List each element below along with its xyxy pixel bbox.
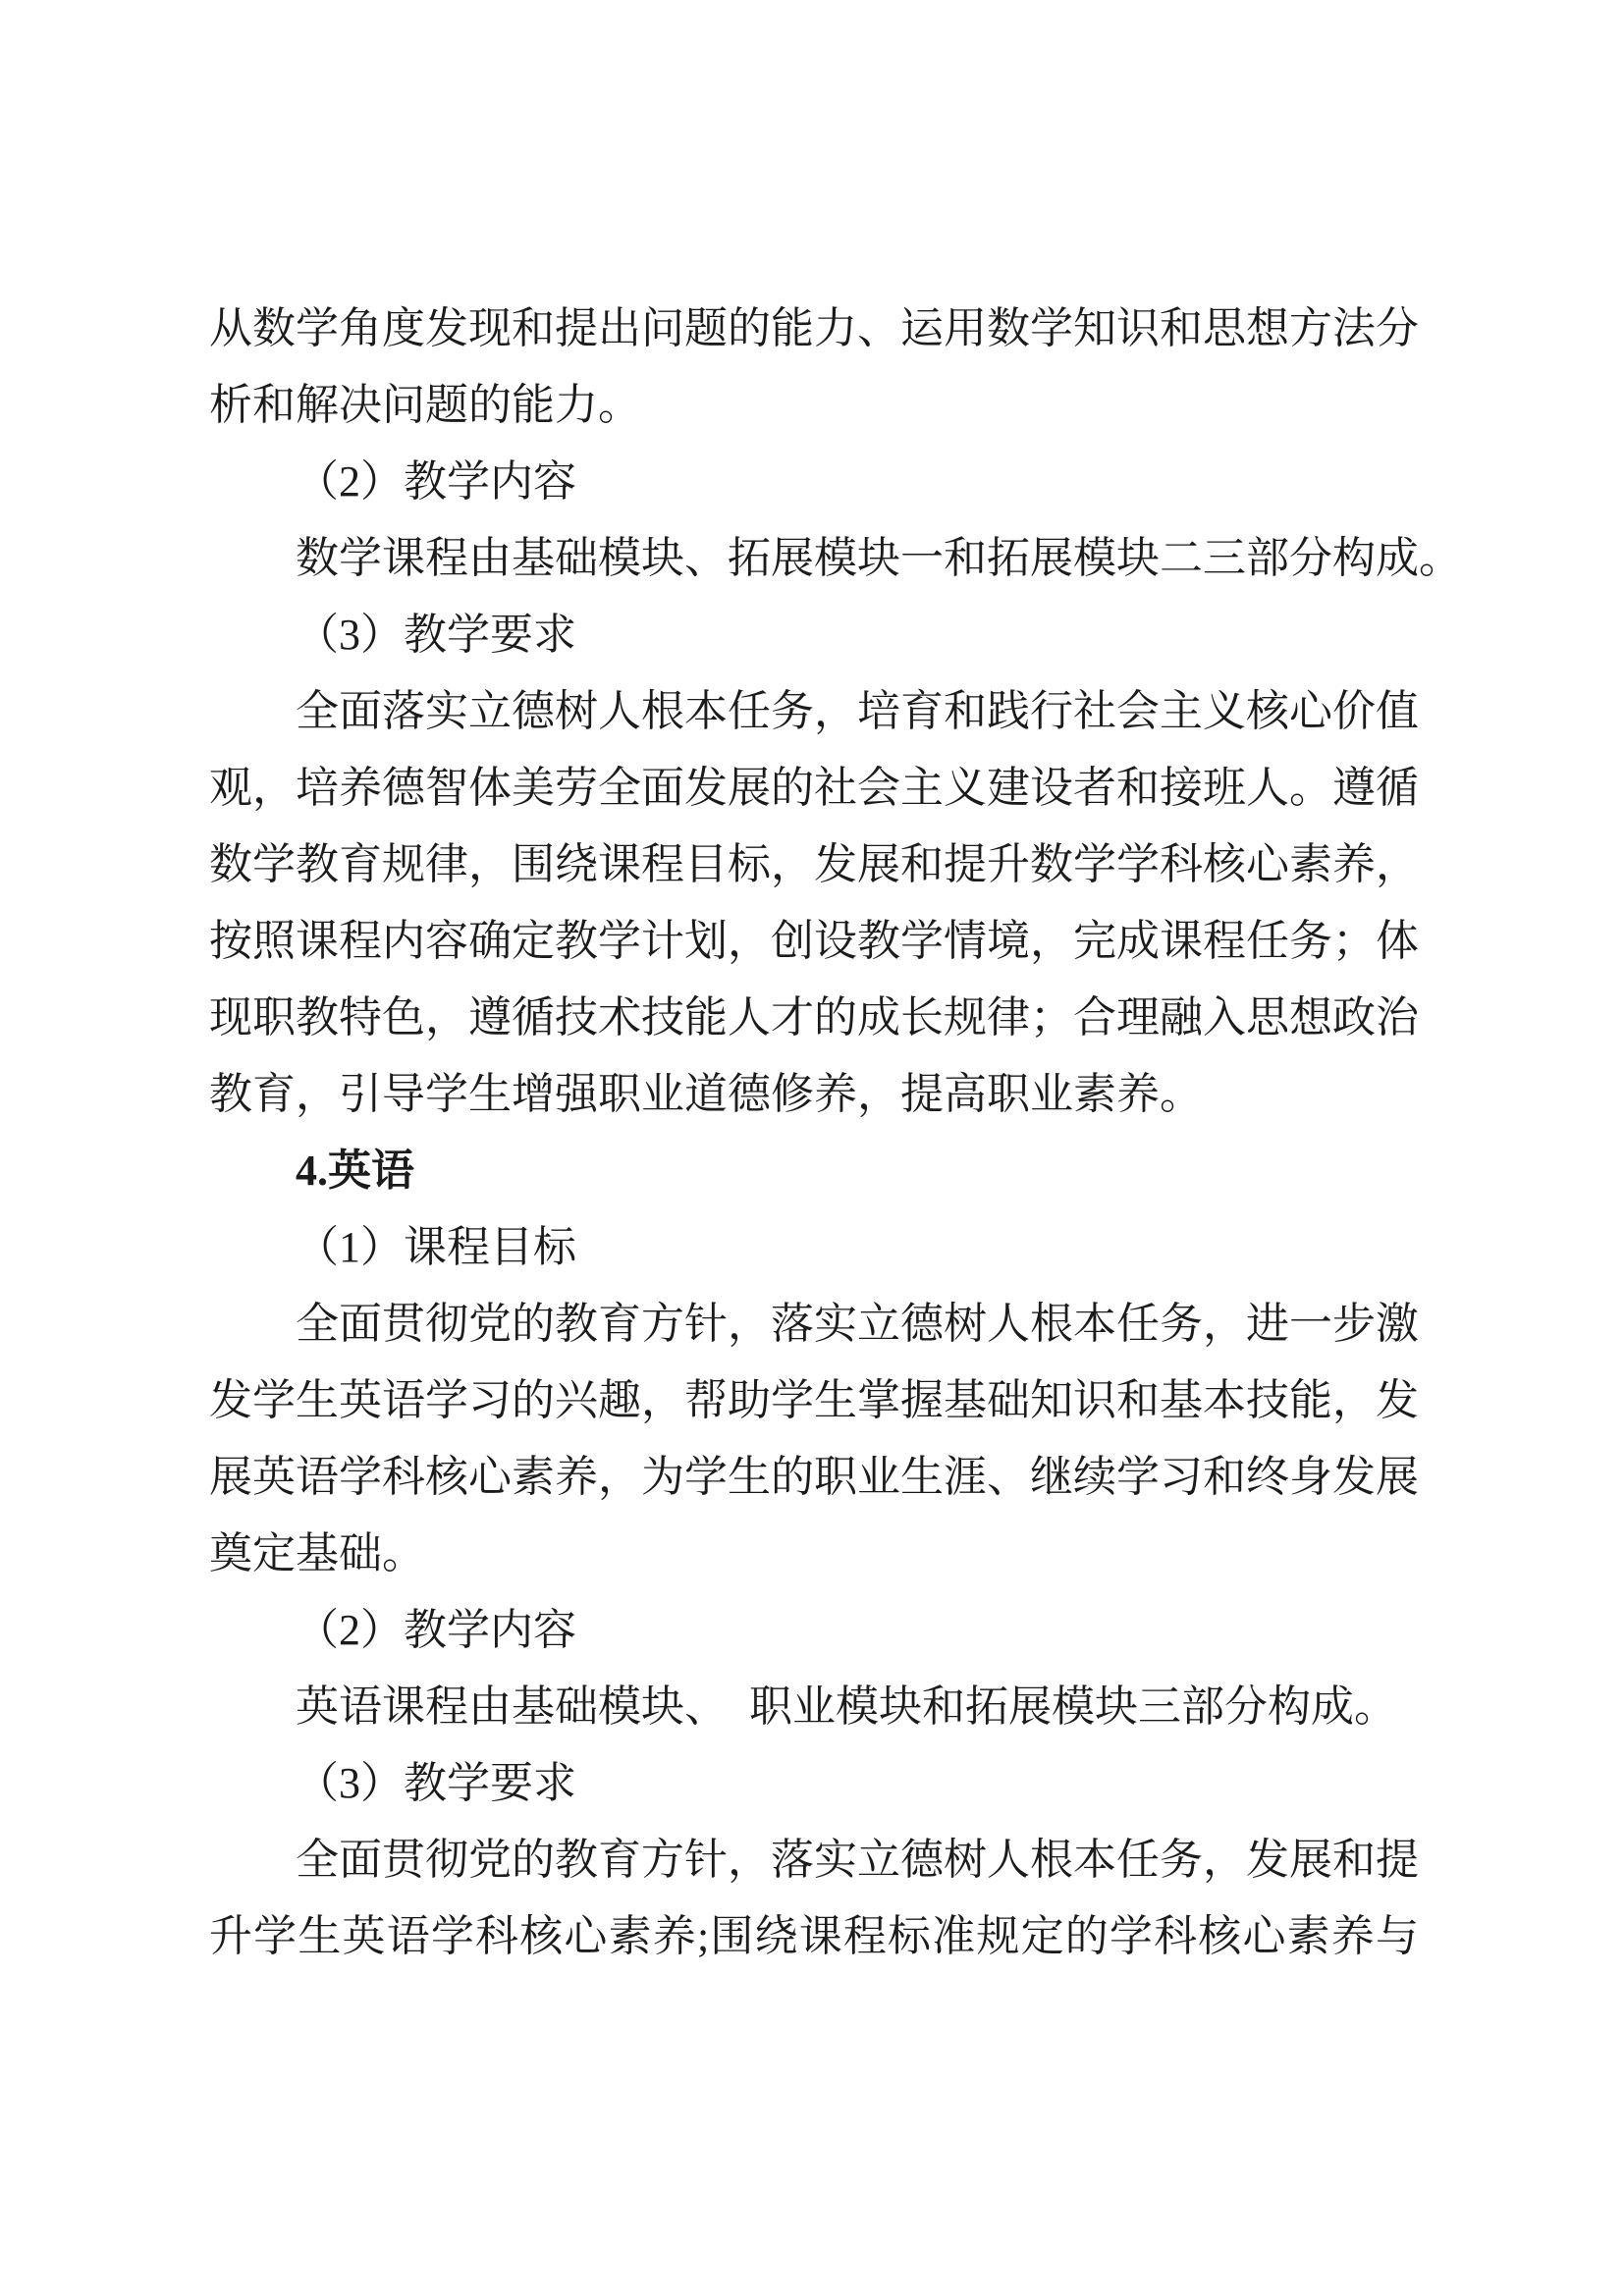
text-line: 全面贯彻党的教育方针，落实立德树人根本任务，发展和提 <box>296 1836 1419 1884</box>
text-line: （2）教学内容 <box>296 457 576 506</box>
text-line: 教育，引导学生增强职业道德修养，提高职业素养。 <box>209 1070 1203 1118</box>
text-line: （1）课程目标 <box>296 1223 576 1271</box>
text-line: 发学生英语学习的兴趣，帮助学生掌握基础知识和基本技能，发 <box>209 1376 1419 1424</box>
section-heading: 4.英语 <box>296 1147 414 1195</box>
text-line: 全面落实立德树人根本任务，培育和践行社会主义核心价值 <box>296 687 1419 735</box>
text-line: 数学教育规律，围绕课程目标，发展和提升数学学科核心素养， <box>209 840 1419 888</box>
text-line: 数学课程由基础模块、拓展模块一和拓展模块二三部分构成。 <box>296 534 1462 582</box>
text-line: 析和解决问题的能力。 <box>209 381 641 429</box>
text-line: 全面贯彻党的教育方针，落实立德树人根本任务，进一步激 <box>296 1300 1419 1348</box>
text-line: 升学生英语学科核心素养;围绕课程标准规定的学科核心素养与 <box>209 1912 1419 1960</box>
text-line: （3）教学要求 <box>296 611 576 659</box>
text-content <box>209 291 1462 1975</box>
text-line: 奠定基础。 <box>209 1529 425 1577</box>
text-line: （2）教学内容 <box>296 1606 576 1654</box>
text-line: 从数学角度发现和提出问题的能力、运用数学知识和思想方法分 <box>209 304 1419 352</box>
text-line: 现职教特色，遵循技术技能人才的成长规律；合理融入思想政治 <box>209 993 1419 1041</box>
text-line: 按照课程内容确定教学计划，创设教学情境，完成课程任务；体 <box>209 917 1419 965</box>
text-line: 观，培养德智体美劳全面发展的社会主义建设者和接班人。遵循 <box>209 764 1419 812</box>
text-line: （3）教学要求 <box>296 1759 576 1807</box>
text-line: 英语课程由基础模块、 职业模块和拓展模块三部分构成。 <box>296 1682 1397 1731</box>
text-line: 展英语学科核心素养，为学生的职业生涯、继续学习和终身发展 <box>209 1453 1419 1501</box>
